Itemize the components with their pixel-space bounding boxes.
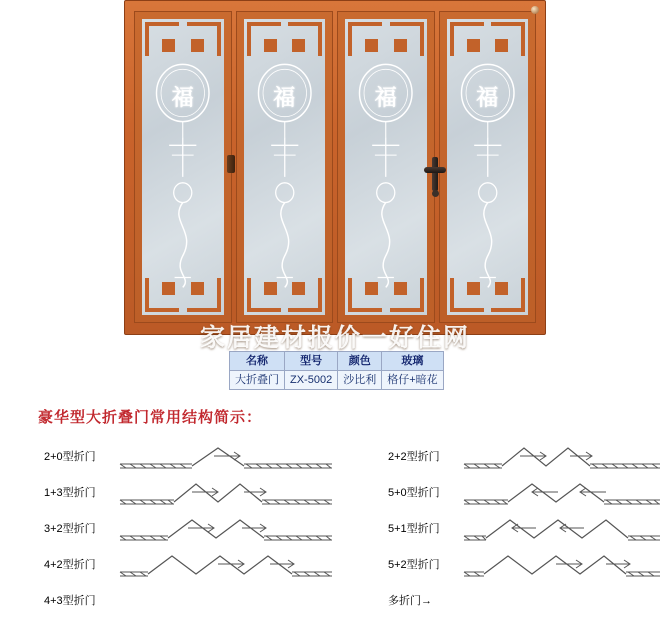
glass-etching-icon <box>142 19 224 315</box>
diagram-art <box>462 474 668 510</box>
product-photo <box>124 0 546 345</box>
diagram-label: 多折门→ <box>388 595 432 607</box>
lock-icon <box>432 190 439 197</box>
fold-pattern-icon <box>462 474 662 510</box>
table-row <box>230 371 444 390</box>
diagram-item <box>44 546 334 582</box>
diagram-label: 3+2型折门 <box>44 523 96 535</box>
cell-model: ZX-5002 <box>285 371 338 390</box>
fold-pattern-icon <box>462 510 662 546</box>
diagram-item <box>44 582 334 618</box>
diagram-column-right <box>388 438 668 618</box>
fold-pattern-icon <box>118 510 334 546</box>
fu-character: 福 <box>273 85 296 110</box>
fu-character: 福 <box>476 85 499 110</box>
door-panel-4 <box>439 11 537 323</box>
fu-character: 福 <box>374 85 397 110</box>
door-glass-3 <box>345 19 427 315</box>
column-header-model: 型号 <box>285 352 338 371</box>
cell-glass: 格仔+暗花 <box>382 371 443 390</box>
diagram-item <box>388 510 668 546</box>
diagram-art <box>462 582 668 618</box>
table-header-row <box>230 352 444 371</box>
frame-screw-icon <box>531 6 539 14</box>
door-frame <box>124 0 546 335</box>
diagram-art <box>118 510 334 546</box>
diagram-item <box>44 438 334 474</box>
diagram-label: 5+0型折门 <box>388 487 440 499</box>
fu-character: 福 <box>171 85 194 110</box>
diagram-item <box>388 474 668 510</box>
door-panel-2 <box>236 11 334 323</box>
diagram-art <box>462 510 668 546</box>
diagram-label: 2+0型折门 <box>44 451 96 463</box>
diagram-item <box>388 438 668 474</box>
diagram-column-left <box>44 438 334 618</box>
fold-pattern-icon <box>462 582 662 618</box>
diagram-art <box>118 474 334 510</box>
spec-table <box>229 351 444 390</box>
door-glass-4 <box>447 19 529 315</box>
column-header-glass: 玻璃 <box>382 352 443 371</box>
diagram-label: 4+2型折门 <box>44 559 96 571</box>
fold-pattern-icon <box>462 438 662 474</box>
column-header-name: 名称 <box>230 352 285 371</box>
hinge-pin-icon <box>227 155 235 173</box>
door-glass-2 <box>244 19 326 315</box>
diagram-item <box>388 582 668 618</box>
column-header-color: 颜色 <box>338 352 382 371</box>
watermark-text: 家居建材报价一好住网 <box>199 324 470 352</box>
diagram-art <box>118 438 334 474</box>
diagram-art <box>462 438 668 474</box>
diagram-label: 1+3型折门 <box>44 487 96 499</box>
diagram-label: 4+3型折门 <box>44 595 96 607</box>
section-title: 豪华型大折叠门常用结构简示： <box>38 409 263 426</box>
fold-pattern-icon <box>118 474 334 510</box>
door-handle-icon[interactable] <box>432 157 438 191</box>
door-panel-1 <box>134 11 232 323</box>
diagram-art <box>462 546 668 582</box>
glass-etching-icon <box>447 19 529 315</box>
glass-etching-icon <box>244 19 326 315</box>
cell-name: 大折叠门 <box>230 371 285 390</box>
diagram-label: 5+2型折门 <box>388 559 440 571</box>
cell-color: 沙比利 <box>338 371 382 390</box>
diagram-art <box>118 546 334 582</box>
diagram-art <box>118 582 334 618</box>
fold-pattern-icon <box>462 546 662 582</box>
diagram-label: 2+2型折门 <box>388 451 440 463</box>
diagram-item <box>44 474 334 510</box>
diagram-label: 5+1型折门 <box>388 523 440 535</box>
diagram-item <box>44 510 334 546</box>
glass-etching-icon <box>345 19 427 315</box>
fold-pattern-icon <box>118 582 334 618</box>
diagram-item <box>388 546 668 582</box>
fold-pattern-icon <box>118 438 334 474</box>
fold-pattern-icon <box>118 546 334 582</box>
door-panel-3 <box>337 11 435 323</box>
door-glass-1 <box>142 19 224 315</box>
lever-handle-icon[interactable] <box>424 167 446 173</box>
